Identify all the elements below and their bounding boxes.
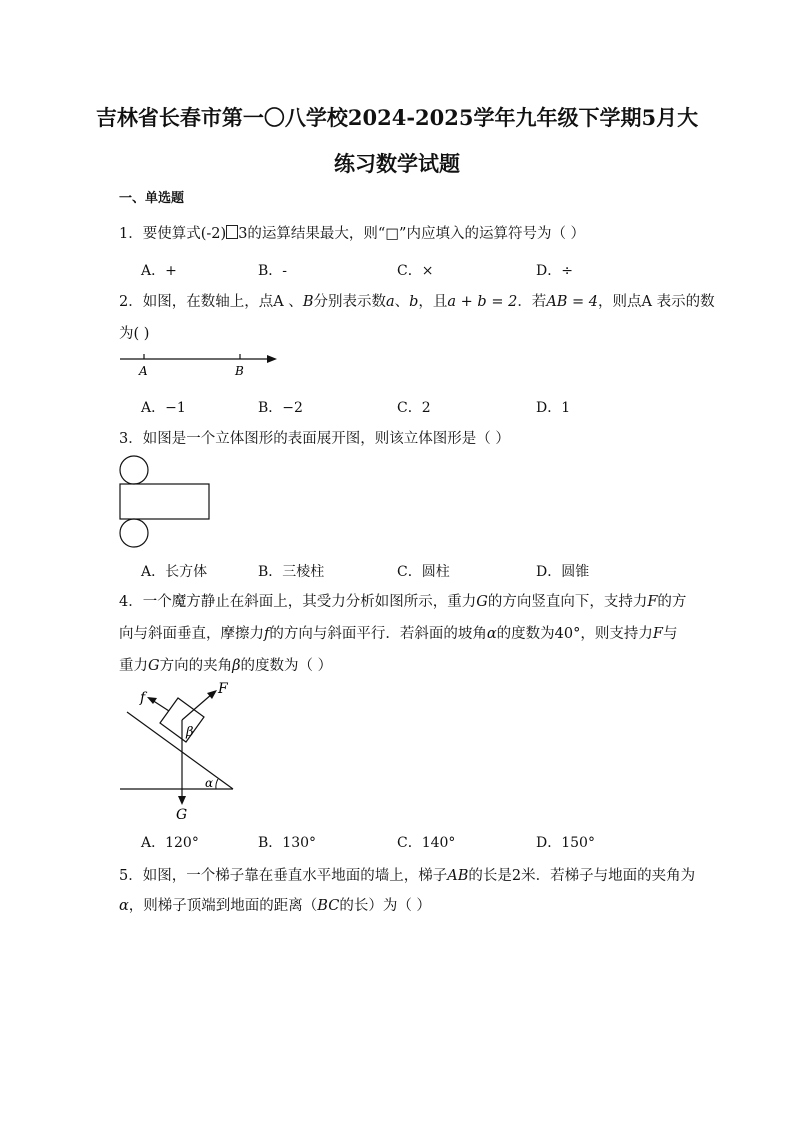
lateral-rectangle	[120, 484, 209, 519]
q4-text-1a: 4．一个魔方静止在斜面上，其受力分析如图所示，重力	[119, 594, 477, 610]
q1-option-c[interactable]: C．×	[397, 263, 434, 279]
question-1	[119, 222, 585, 243]
top-circle	[120, 456, 148, 484]
label-beta: β	[186, 725, 194, 740]
label-F: F	[218, 681, 228, 697]
q2-comma: 、	[394, 294, 410, 310]
q2-text-c: ，且	[418, 294, 448, 310]
q4-text-2a: 向与斜面垂直，摩擦力	[119, 626, 264, 642]
q2-eq-1: a + b = 2	[447, 294, 518, 310]
label-f: f	[140, 690, 146, 706]
label-alpha: α	[205, 776, 214, 790]
q4-text-2d: 与	[662, 626, 678, 642]
q4-var-f-cap-2: F	[652, 626, 663, 642]
q4-text-1c: 的方	[657, 594, 687, 610]
q4-text-3b: 方向的夹角	[159, 658, 233, 674]
bottom-circle	[120, 519, 148, 547]
q2-var-a: a	[385, 294, 395, 310]
cylinder-net-figure	[115, 453, 215, 551]
q4-var-alpha: α	[486, 626, 497, 642]
q3-option-a[interactable]: A．长方体	[141, 564, 208, 580]
question-5-line-2	[119, 894, 431, 915]
q4-var-beta: β	[232, 658, 241, 674]
q2-option-b[interactable]: B．−2	[258, 400, 303, 416]
q5-text-1a: 5．如图，一个梯子靠在垂直水平地面的墙上，梯子	[119, 868, 448, 884]
arrow-head-icon	[267, 355, 277, 363]
question-2-line-1	[119, 290, 715, 311]
number-line-figure	[115, 348, 285, 380]
page-title-line-2: 练习数学试题	[334, 151, 460, 176]
question-4-line-2	[119, 622, 677, 643]
q4-option-c[interactable]: C．140°	[397, 835, 456, 851]
alpha-arc	[216, 779, 218, 789]
q4-text-3c: 的度数为（ ）	[240, 658, 333, 674]
q1-expr-left: (-2)	[200, 226, 227, 242]
q3-option-c[interactable]: C．圆柱	[397, 564, 450, 580]
q4-option-b[interactable]: B．130°	[258, 835, 317, 851]
label-G: G	[176, 807, 188, 823]
q5-var-bc: BC	[317, 898, 340, 914]
q1-text-post: 的运算结果最大，则“□”内应填入的运算符号为（ ）	[247, 226, 586, 242]
question-5-line-1	[119, 864, 695, 885]
q4-var-f: f	[264, 626, 270, 642]
section-heading: 一、单选题	[119, 191, 185, 206]
question-2-line-2: 为( )	[119, 326, 150, 342]
q5-var-ab: AB	[447, 868, 469, 884]
q2-point-b: B	[302, 294, 314, 310]
q4-var-f-cap: F	[647, 594, 658, 610]
q4-var-g: G	[476, 594, 488, 610]
question-4-line-1	[119, 590, 686, 611]
label-b: B	[235, 364, 244, 378]
label-a: A	[139, 364, 148, 378]
q1-option-a[interactable]: A．+	[141, 263, 177, 279]
q2-text-b: 分别表示数	[313, 294, 386, 310]
q5-text-2a: ，则梯子顶端到地面的距离（	[128, 898, 318, 914]
q4-var-g-2: G	[148, 658, 160, 674]
q4-text-2b: 的方向与斜面平行．若斜面的坡角	[269, 626, 487, 642]
q3-option-b[interactable]: B．三棱柱	[258, 564, 325, 580]
q2-text-a: 2．如图，在数轴上，点A 、	[119, 294, 303, 310]
q2-option-c[interactable]: C．2	[397, 400, 431, 416]
q1-option-b[interactable]: B．-	[258, 263, 288, 279]
q2-text-e: ，则点A 表示的数	[598, 294, 715, 310]
q4-text-3a: 重力	[119, 658, 148, 674]
q4-text-1b: 的方向竖直向下，支持力	[487, 594, 648, 610]
q4-option-a[interactable]: A．120°	[141, 835, 199, 851]
q1-option-d[interactable]: D．÷	[536, 263, 573, 279]
question-4-line-3	[119, 654, 332, 675]
q4-option-d[interactable]: D．150°	[536, 835, 595, 851]
page-title-line-1: 吉林省长春市第一〇八学校2024-2025学年九年级下学期5月大	[95, 105, 699, 130]
q5-text-2b: 的长）为（ ）	[339, 898, 431, 914]
q1-expr-right: 3	[238, 226, 248, 242]
blank-box-icon	[226, 225, 238, 239]
q2-text-d: ．若	[517, 294, 547, 310]
q4-text-2c: 的度数为40°，则支持力	[496, 626, 653, 642]
q5-text-1b: 的长是2米．若梯子与地面的夹角为	[468, 868, 696, 884]
q3-option-d[interactable]: D．圆锥	[536, 564, 590, 580]
force-diagram-figure	[115, 680, 240, 825]
q2-option-a[interactable]: A．−1	[141, 400, 186, 416]
q2-var-b: b	[409, 294, 419, 310]
gravity-arrow-icon	[178, 796, 186, 805]
q1-text-pre: 1．要使算式	[119, 226, 201, 242]
q5-var-alpha: α	[119, 898, 129, 914]
q2-eq-2: AB = 4	[546, 294, 599, 310]
q2-option-d[interactable]: D．1	[536, 400, 571, 416]
question-3: 3．如图是一个立体图形的表面展开图，则该立体图形是（ ）	[119, 431, 510, 447]
